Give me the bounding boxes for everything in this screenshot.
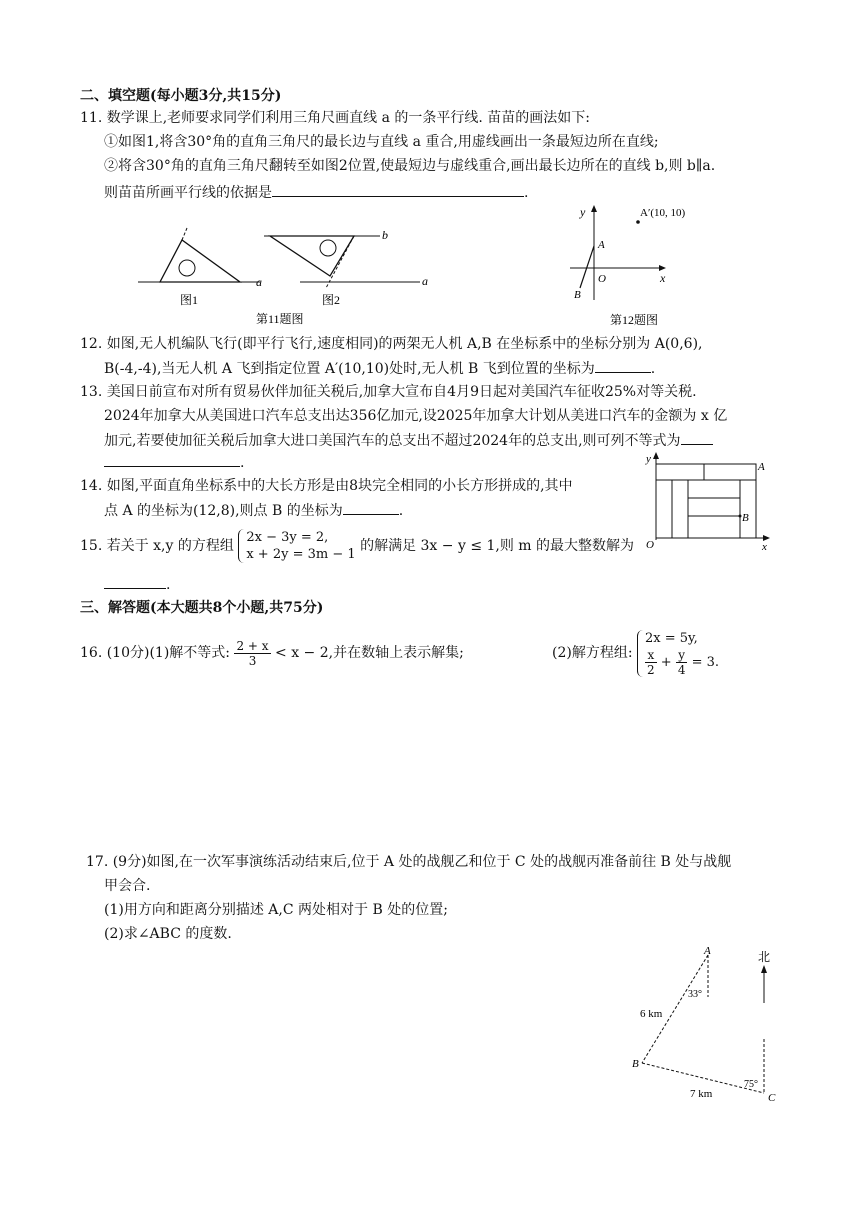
q15-eq2: x + 2y = 3m − 1 [246,547,356,562]
fig17-length-ab: 6 km [640,1008,663,1020]
q16-fraction-numerator: 2 + x [236,638,269,653]
q17-line-4: (2)求∠ABC 的度数. [104,926,232,942]
q13-line-4 [104,452,244,473]
q13-period: . [240,455,245,471]
fig2-line-a-label: a [422,274,428,288]
fig2-label: 图2 [322,293,341,307]
q16-part1-rest: < x − 2,并在数轴上表示解集; [275,645,464,661]
q12-period: . [650,361,656,377]
q16-fraction [234,639,270,668]
q12-line-2 [104,358,655,379]
q16-eq2-b-num: y [676,648,688,663]
q13-prompt: 加元,若要使加征关税后加拿大进口美国汽车的总支出不超过2024年的总支出,则可列不等式为 [104,433,681,449]
q14-answer-blank[interactable] [343,500,399,515]
fig17-point-c: C [768,1092,776,1104]
fig1-dashed-line [182,228,187,240]
q15-suffix: 的解满足 3x − y ≤ 1,则 m 的最大整数解为 [360,538,635,554]
fig1-triangle-hole [179,260,195,276]
q11-period: . [524,185,529,201]
q16-eq2-b-den: 4 [677,662,686,677]
q17-figure [630,945,790,1105]
q16-eq2-a-den: 2 [647,662,655,677]
q14-line-1: 14. 如图,平面直角坐标系中的大长方形是由8块完全相同的小长方形拼成的,其中 [80,478,573,494]
fig17-length-bc: 7 km [690,1088,713,1100]
q14-figure [642,450,782,555]
fig1-triangle [160,240,240,282]
q11-prompt: 则苗苗所画平行线的依据是 [104,185,272,201]
q12-line-1: 12. 如图,无人机编队飞行(即平行飞行,速度相同)的两架无人机 A,B 在坐标系中的坐标分别为 A(0,6), [80,336,703,352]
fig12-y-arrow [591,205,597,212]
q15-prefix: 15. 若关于 x,y 的方程组 [80,538,234,554]
q17-line-1: 17. (9分)如图,在一次军事演练活动结束后,位于 A 处的战舰乙和位于 C 处的战舰丙准备前往 B 处与战舰 [86,854,732,870]
q16-eq2 [645,648,719,677]
q11-fig-caption: 第11题图 [256,312,304,326]
fig17-point-a: A [704,945,711,957]
fig12-origin: O [598,273,606,285]
q16-part-2 [552,626,719,680]
fig12-segment-ab [580,246,594,288]
fig14-origin: O [646,539,654,551]
section-2-heading: 二、填空题(每小题3分,共15分) [80,88,282,104]
q15-system [238,529,355,563]
fig12-point-a: A [598,239,605,251]
q16-part2-prefix: (2)解方程组: [552,645,633,661]
fig14-x-label: x [762,541,767,553]
q15-period: . [166,577,171,593]
q11-line-4 [104,182,528,203]
q13-line-1: 13. 美国日前宣布对所有贸易伙伴加征关税后,加拿大宣布自4月9日起对美国汽车征收25%对等关税. [80,384,697,400]
fig14-rectangles [656,464,756,538]
fig2-line-b-label: b [382,228,388,242]
q16-part1-prefix: 16. (10分)(1)解不等式: [80,645,231,661]
q11-line-3: ②将含30°角的直角三角尺翻转至如图2位置,使最短边与虚线重合,画出最长边所在的直线 b,则 b∥a. [104,158,716,174]
fig12-y-label: y [580,205,586,219]
q16-eq2-plus: + [660,654,672,670]
q11-line-2: ①如图1,将含30°角的直角三角尺的最长边与直线 a 重合,用虚线画出一条最短边所在直线; [104,134,659,150]
fig17-north-label: 北 [758,950,771,964]
q11-answer-blank[interactable] [272,182,524,197]
fig17-angle-a: 33° [688,989,702,1000]
q16-eq2-rhs: = 3. [691,654,720,670]
q14-period: . [398,503,404,519]
fig14-point-a: A [758,461,765,473]
q16-eq2-frac-b [676,648,688,677]
q15-line-2 [104,574,170,595]
q11-line-1: 11. 数学课上,老师要求同学们利用三角尺画直线 a 的一条平行线. 苗苗的画法如下: [80,110,591,126]
q16-eq2-a-num: x [645,648,657,663]
fig2-triangle [270,236,354,276]
fig14-y-label: y [646,453,651,465]
q12-answer-blank[interactable] [595,358,651,373]
fig17-north-arrow-icon [761,965,767,973]
q14-line-2 [104,500,403,521]
section-3-heading: 三、解答题(本大题共8个小题,共75分) [80,600,324,616]
q15-eq1: 2x − 3y = 2, [246,530,329,545]
q15-answer-blank[interactable] [104,574,166,589]
q16-eq1: 2x = 5y, [645,630,698,646]
q13-answer-blank-b[interactable] [104,452,240,467]
q16-system [637,630,719,677]
fig17-angle-c: 75° [744,1079,758,1090]
q17-line-3: (1)用方向和距离分别描述 A,C 两处相对于 B 处的位置; [104,902,448,918]
fig17-point-b: B [632,1058,639,1070]
fig1-label: 图1 [180,293,199,307]
fig1-line-a-label: a [256,275,262,289]
q16-fraction-denominator: 3 [248,653,257,668]
fig14-point-b: B [742,512,749,524]
q14-prompt: 点 A 的坐标为(12,8),则点 B 的坐标为 [104,503,343,519]
q11-figures [130,222,440,327]
q13-line-2: 2024年加拿大从美国进口汽车总支出达356亿加元,设2025年加拿大计划从美进口汽车的金额为 x 亿 [104,408,728,424]
fig2-triangle-hole [320,240,336,256]
q17-line-2: 甲会合. [104,878,151,894]
fig12-x-label: x [660,271,666,285]
fig12-point-b: B [574,289,581,301]
q16-eq2-frac-a [645,648,657,677]
q13-line-3 [104,430,713,451]
q15-line-1 [80,528,634,564]
fig12-caption: 第12题图 [610,313,659,327]
q12-figure [560,200,730,330]
q16-part-1 [80,636,464,670]
fig12-point-a-prime-dot [636,220,640,224]
fig12-point-a-prime: A′(10, 10) [640,207,686,219]
q12-prompt: B(-4,-4),当无人机 A 飞到指定位置 A′(10,10)处时,无人机 B 飞到位置的坐标为 [104,361,595,377]
q13-answer-blank-a[interactable] [681,430,713,445]
fig14-y-arrow [653,452,659,459]
